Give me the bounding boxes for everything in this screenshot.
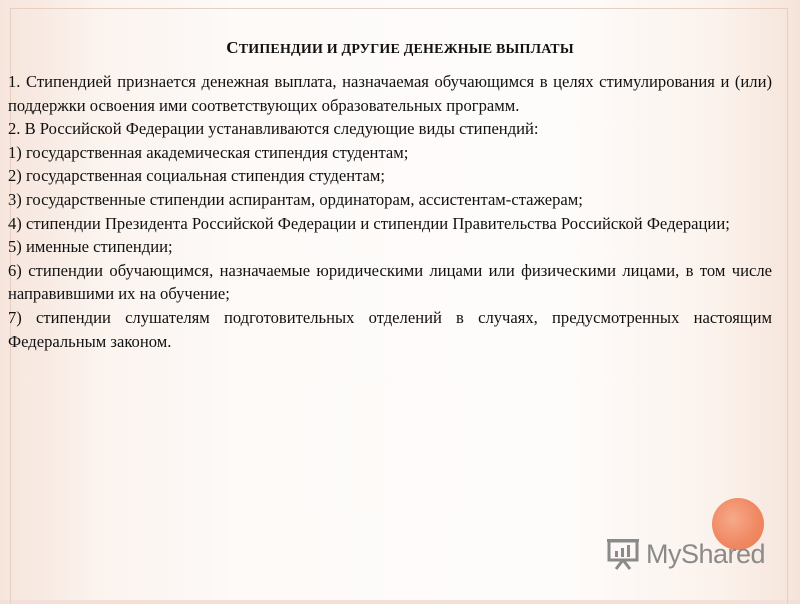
watermark-logo[interactable]	[606, 534, 765, 574]
list-item-6: 6) стипендии обучающимся, назначаемые юридическими лицами или физическими лицами, в том числе направившими их на обучение;	[8, 260, 772, 304]
paragraph-1: 1. Стипендией признается денежная выплата, назначаемая обучающимся в целях стимулирования и (или) поддержки освоения ими соответствующих образовательных программ.	[8, 72, 772, 115]
presentation-board-icon	[606, 537, 640, 571]
list-item-2: 2) государственная социальная стипендия студентам;	[8, 166, 386, 186]
slide-title-rest: ТИПЕНДИИ И ДРУГИЕ ДЕНЕЖНЫЕ ВЫПЛАТЫ	[238, 42, 574, 57]
slide-title-initial: С	[226, 38, 239, 57]
list-item-3: 3) государственные стипендии аспирантам, ординаторам, ассистентам-стажерам;	[8, 189, 583, 209]
list-item-4: 4) стипендии Президента Российской Федерации и стипендии Правительства Российской Федерации;	[8, 213, 730, 233]
slide-title	[0, 38, 800, 58]
list-item-7: 7) стипендии слушателям подготовительных отделений в случаях, предусмотренных настоящим Федеральным законом.	[8, 307, 772, 351]
paragraph-2: 2. В Российской Федерации устанавливаются следующие виды стипендий:	[8, 119, 539, 139]
watermark-text: MyShared	[646, 538, 766, 569]
list-item-1: 1) государственная академическая стипендия студентам;	[8, 142, 409, 162]
list-item-5: 5) именные стипендии;	[8, 237, 173, 257]
slide-body	[8, 70, 772, 353]
